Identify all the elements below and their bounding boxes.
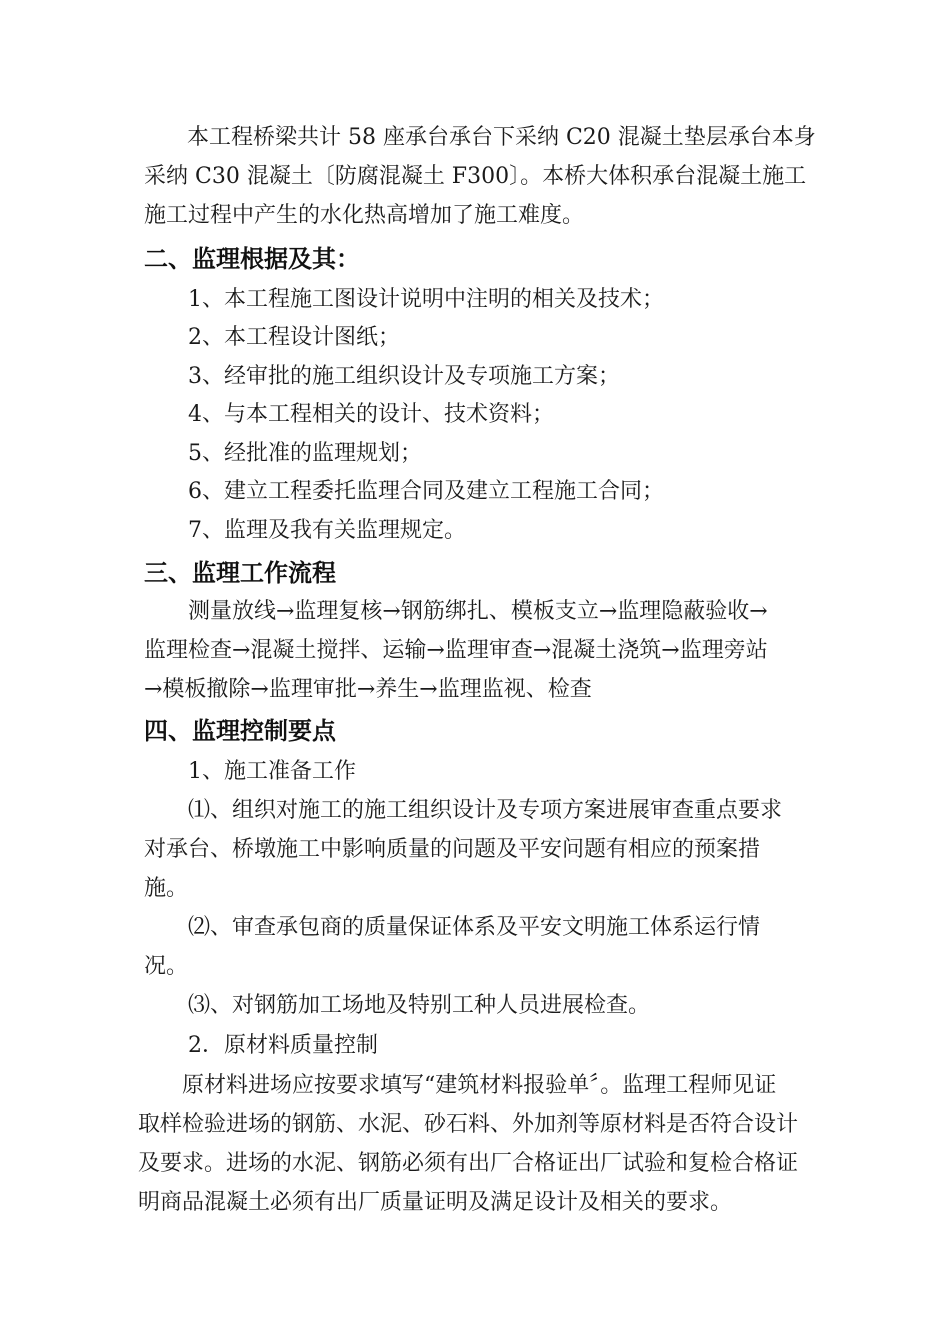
subheading-2: 2．原材料质量控制 [188, 1033, 378, 1058]
paragraph-4-line-2: 取样检验进场的钢筋、水泥、砂石料、外加剂等原材料是否符合设计 [138, 1112, 799, 1137]
paragraph-2-line-2: 况。 [144, 954, 189, 979]
list-item: 5、经批准的监理规划； [188, 441, 422, 466]
list-item: 4、与本工程相关的设计、技术资料； [188, 402, 554, 427]
paragraph-2-line-1: ⑵、审查承包商的质量保证体系及平安文明施工体系运行情 [188, 915, 761, 940]
flow-line-2: 监理检查→混凝土搅拌、运输→监理审查→混凝土浇筑→监理旁站 [144, 638, 768, 663]
intro-line-2: 采纳 C30 混凝土〔防腐混凝土 F300〕。本桥大体积承台混凝土施工 [144, 164, 807, 189]
paragraph-3-line-1: ⑶、对钢筋加工场地及特别工种人员进展检查。 [188, 993, 651, 1018]
paragraph-4-line-1: 原材料进场应按要求填写“建筑材料报验单〞。监理工程师见证 [182, 1073, 777, 1098]
subheading-1: 1、施工准备工作 [188, 759, 356, 784]
paragraph-1-line-3: 施。 [144, 876, 189, 901]
intro-line-1: 本工程桥梁共计 58 座承台承台下采纳 C20 混凝土垫层承台本身 [187, 125, 816, 150]
list-item: 1、本工程施工图设计说明中注明的相关及技术； [188, 287, 664, 312]
section-2-heading: 二、监理根据及其： [144, 245, 360, 273]
section-4-heading: 四、监理控制要点 [144, 717, 336, 745]
paragraph-1-line-1: ⑴、组织对施工的施工组织设计及专项方案进展审查重点要求 [188, 798, 783, 823]
list-item: 7、监理及我有关监理规定。 [188, 518, 466, 543]
flow-line-3: →模板撤除→监理审批→养生→监理监视、检查 [144, 677, 592, 702]
flow-line-1: 测量放线→监理复核→钢筋绑扎、模板支立→监理隐蔽验收→ [188, 599, 768, 624]
paragraph-4-line-4: 明商品混凝土必须有出厂质量证明及满足设计及相关的要求。 [138, 1190, 733, 1215]
paragraph-4-line-3: 及要求。进场的水泥、钢筋必须有出厂合格证出厂试验和复检合格证 [138, 1151, 799, 1176]
section-3-heading: 三、监理工作流程 [144, 559, 336, 587]
intro-line-3: 施工过程中产生的水化热高增加了施工难度。 [144, 203, 585, 228]
list-item: 3、经审批的施工组织设计及专项施工方案； [188, 364, 620, 389]
list-item: 2、本工程设计图纸； [188, 325, 400, 350]
paragraph-1-line-2: 对承台、桥墩施工中影响质量的问题及平安问题有相应的预案措 [144, 837, 761, 862]
list-item: 6、建立工程委托监理合同及建立工程施工合同； [188, 479, 664, 504]
